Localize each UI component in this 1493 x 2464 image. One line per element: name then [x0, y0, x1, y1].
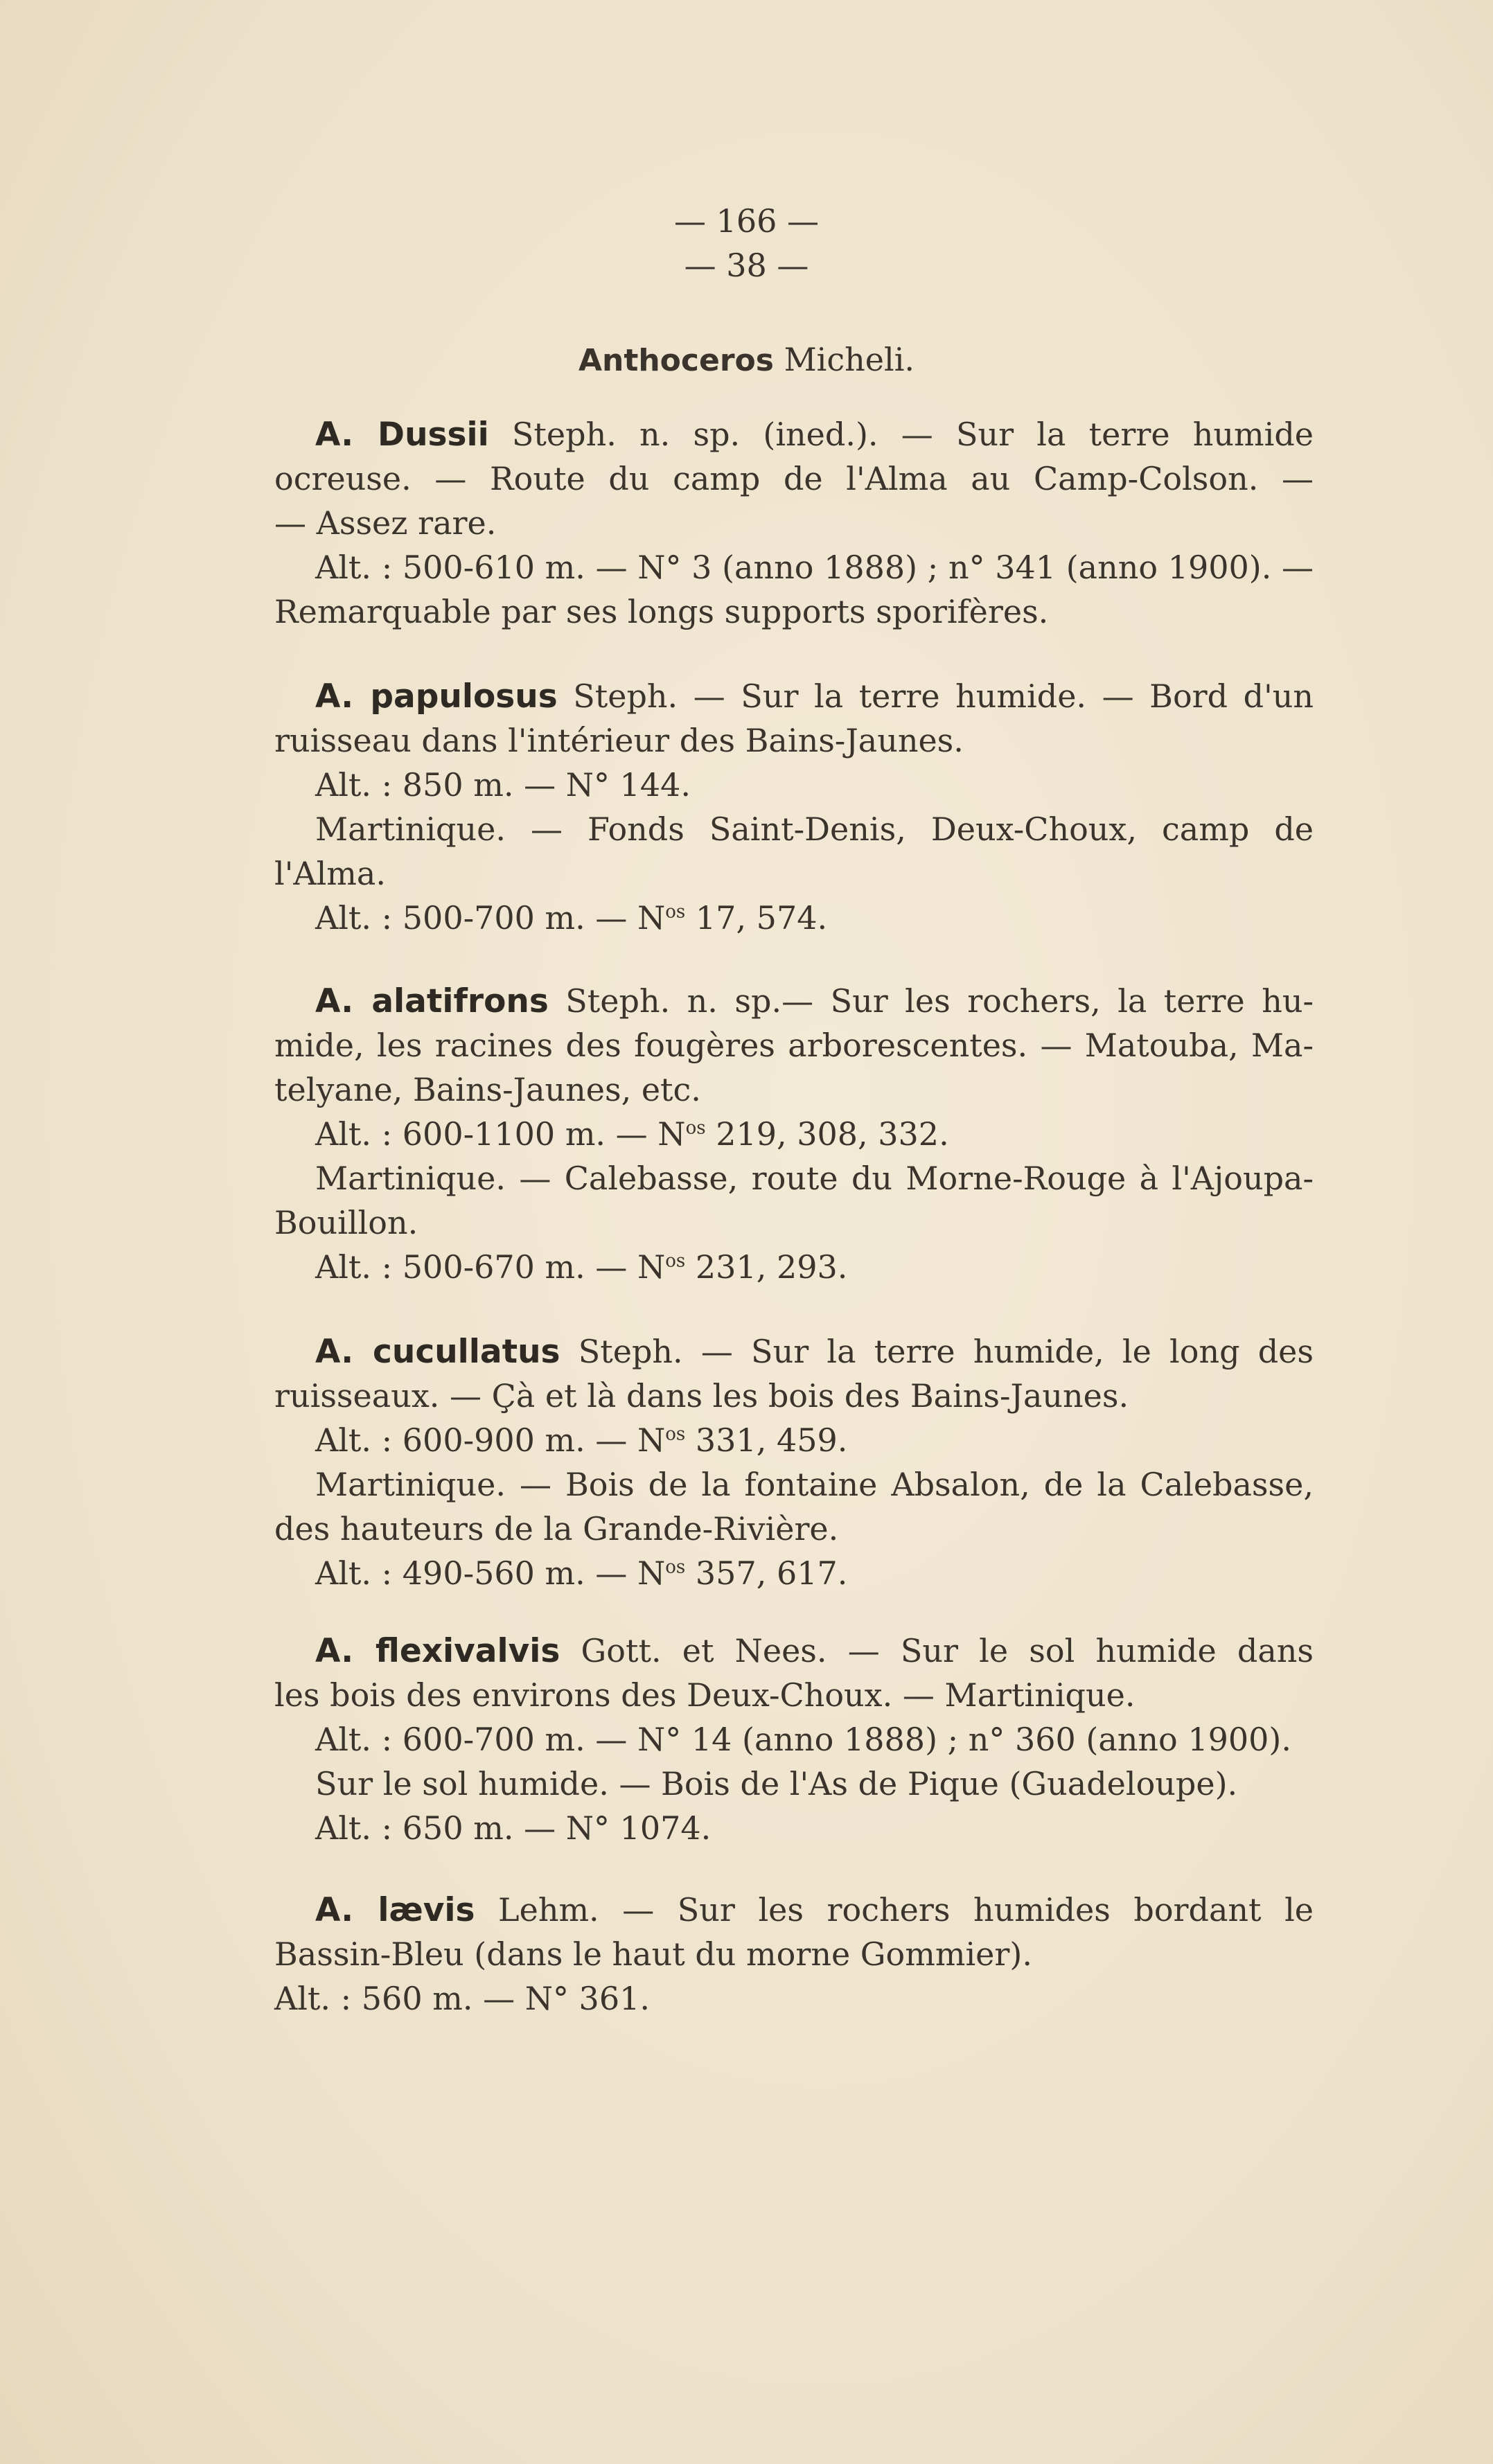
- superscript-os: os: [685, 1117, 706, 1139]
- entry-papulosus-line-1: [315, 677, 1314, 716]
- species-name: A. flexivalvis: [315, 1632, 560, 1670]
- species-name: A. alatifrons: [315, 982, 549, 1020]
- entry-text: Steph. n. sp.— Sur les rochers, la terre hu-: [565, 982, 1314, 1020]
- entry-cucullatus-line-6: [315, 1554, 1314, 1592]
- alt-text: Alt. : 490-560 m. — N: [315, 1554, 666, 1592]
- superscript-os: os: [665, 1424, 686, 1445]
- entry-papulosus-line-6: [315, 899, 1314, 937]
- entry-alatifrons-line-5: Martinique. — Calebasse, route du Morne-Rouge à l'Ajoupa-: [315, 1160, 1314, 1197]
- entry-alatifrons-line-2: mide, les racines des fougères arborescentes. — Matouba, Ma-: [274, 1027, 1314, 1064]
- entry-text: Lehm. — Sur les rochers humides bordant le: [498, 1891, 1314, 1929]
- specimen-numbers: 331, 459.: [695, 1421, 848, 1459]
- entry-text: Steph. — Sur la terre humide, le long des: [578, 1333, 1314, 1370]
- entry-alatifrons-line-6: Bouillon.: [274, 1204, 418, 1241]
- entry-dussii-line-2: ocreuse. — Route du camp de l'Alma au Camp-Colson. —: [274, 460, 1314, 497]
- species-name: A. lævis: [315, 1891, 475, 1929]
- entry-flexivalvis-line-4: Sur le sol humide. — Bois de l'As de Pique (Guadeloupe).: [315, 1765, 1238, 1802]
- alt-text: Alt. : 500-700 m. — N: [315, 899, 666, 937]
- entry-text: Steph. — Sur la terre humide. — Bord d'un: [573, 677, 1314, 715]
- entry-papulosus-line-4: Martinique. — Fonds Saint-Denis, Deux-Choux, camp de: [315, 810, 1314, 848]
- entry-alatifrons-line-7: [315, 1248, 1314, 1286]
- genus-name: Anthoceros: [578, 343, 774, 378]
- entry-laevis-line-2: Bassin-Bleu (dans le haut du morne Gommier).: [274, 1935, 1032, 1973]
- entry-dussii-line-4: Alt. : 500-610 m. — N° 3 (anno 1888) ; n° 341 (anno 1900). —: [315, 549, 1314, 586]
- specimen-numbers: 357, 617.: [695, 1554, 848, 1592]
- alt-text: Alt. : 600-900 m. — N: [315, 1421, 666, 1459]
- entry-dussii-line-5: Remarquable par ses longs supports sporifères.: [274, 593, 1049, 630]
- entry-flexivalvis-line-2: les bois des environs des Deux-Choux. — Martinique.: [274, 1676, 1136, 1714]
- page-number: — 166 —: [673, 202, 820, 240]
- entry-flexivalvis-line-1: [315, 1632, 1314, 1670]
- entry-papulosus-line-5: l'Alma.: [274, 855, 386, 892]
- entry-alatifrons-line-4: [315, 1115, 1314, 1153]
- entry-cucullatus-line-5: des hauteurs de la Grande-Rivière.: [274, 1510, 839, 1548]
- entry-text: Gott. et Nees. — Sur le sol humide dans: [581, 1632, 1314, 1669]
- entry-papulosus-line-3: Alt. : 850 m. — N° 144.: [315, 766, 691, 804]
- species-name: A. cucullatus: [315, 1333, 560, 1371]
- species-name: A. Dussii: [315, 416, 489, 454]
- sub-page-number: — 38 —: [684, 247, 809, 284]
- entry-cucullatus-line-4: Martinique. — Bois de la fontaine Absalon, de la Calebasse,: [315, 1466, 1314, 1503]
- genus-heading: [0, 341, 1493, 378]
- superscript-os: os: [665, 1250, 686, 1272]
- genus-author: Micheli.: [784, 341, 915, 378]
- entry-text: Steph. n. sp. (ined.). — Sur la terre humide: [511, 416, 1314, 453]
- entry-flexivalvis-line-3: Alt. : 600-700 m. — N° 14 (anno 1888) ; n° 360 (anno 1900).: [315, 1721, 1291, 1758]
- entry-dussii-line-3: — Assez rare.: [274, 504, 497, 542]
- superscript-os: os: [665, 901, 686, 923]
- entry-dussii-line-1: [315, 416, 1314, 454]
- entry-laevis-line-3: Alt. : 560 m. — N° 361.: [274, 1980, 650, 2017]
- entry-alatifrons-line-3: telyane, Bains-Jaunes, etc.: [274, 1071, 701, 1108]
- entry-laevis-line-1: [315, 1891, 1314, 1929]
- entry-cucullatus-line-3: [315, 1421, 1314, 1459]
- specimen-numbers: 219, 308, 332.: [716, 1115, 949, 1153]
- entry-cucullatus-line-2: ruisseaux. — Çà et là dans les bois des Bains-Jaunes.: [274, 1377, 1129, 1415]
- specimen-numbers: 231, 293.: [695, 1248, 848, 1286]
- alt-text: Alt. : 600-1100 m. — N: [315, 1115, 686, 1153]
- entry-cucullatus-line-1: [315, 1333, 1314, 1371]
- entry-alatifrons-line-1: [315, 982, 1314, 1020]
- entry-papulosus-line-2: ruisseau dans l'intérieur des Bains-Jaunes.: [274, 722, 964, 759]
- superscript-os: os: [665, 1557, 686, 1578]
- entry-flexivalvis-line-5: Alt. : 650 m. — N° 1074.: [315, 1809, 712, 1847]
- specimen-numbers: 17, 574.: [695, 899, 828, 937]
- species-name: A. papulosus: [315, 677, 558, 716]
- alt-text: Alt. : 500-670 m. — N: [315, 1248, 666, 1286]
